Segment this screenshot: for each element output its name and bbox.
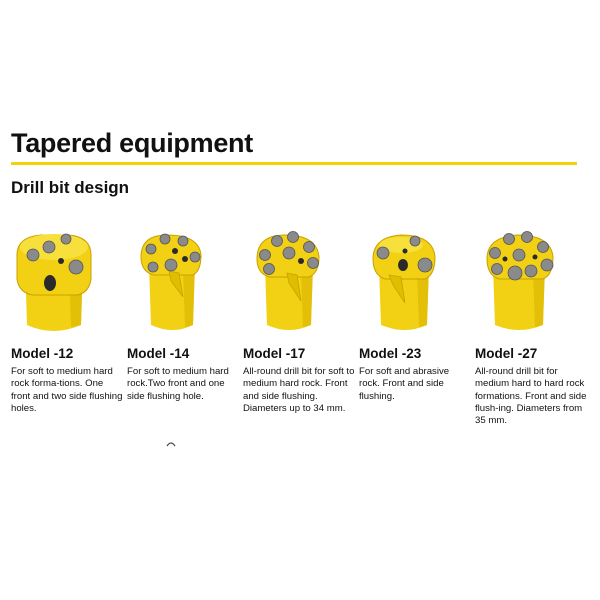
page-title: Tapered equipment (11, 128, 253, 158)
product-model-name: Model -23 (359, 346, 422, 361)
product-grid (0, 225, 600, 465)
product-description: For soft and abrasive rock. Front and side flushing. (359, 366, 450, 402)
product-description: For soft to medium hard rock forma-tions. One front and two side flushing holes. (11, 366, 123, 414)
product-description: For soft to medium hard rock.Two front and one side flushing hole. (127, 366, 229, 402)
drill-bit-4-button-icon (359, 225, 445, 341)
drill-bit-6-button-icon (127, 225, 213, 341)
section-subtitle: Drill bit design (11, 178, 130, 197)
stray-mark-icon (166, 441, 176, 447)
drill-bit-9-button-icon (475, 225, 561, 341)
product-description: All-round drill bit for medium hard to hard rock formations. Front and side flush-ing. Diameters from 35 mm. (475, 366, 587, 427)
product-model-name: Model -12 (11, 346, 74, 361)
product-model-name: Model -27 (475, 346, 538, 361)
title-divider (11, 162, 577, 165)
product-description: All-round drill bit for soft to medium hard rock. Front and side flushing. Diameters up to 34 mm. (243, 366, 355, 414)
drill-bit-5-button-icon (11, 225, 97, 341)
product-model-name: Model -14 (127, 346, 190, 361)
product-model-name: Model -17 (243, 346, 306, 361)
drill-bit-7-button-icon (243, 225, 329, 341)
